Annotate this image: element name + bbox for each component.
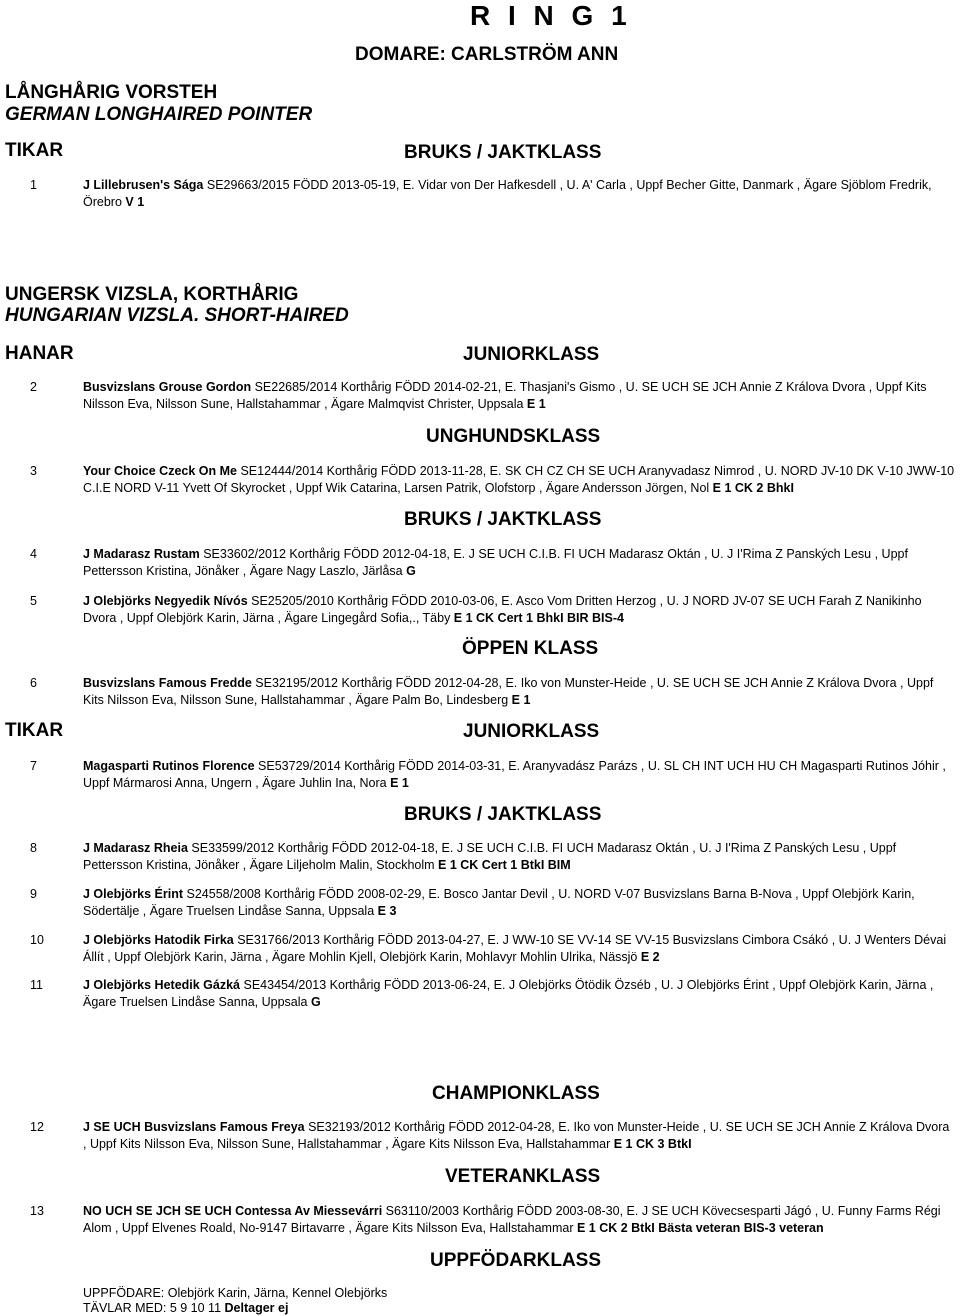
entry-number: 8 xyxy=(30,841,37,855)
dog-result: E 1 CK 2 BtkI Bästa veteran BIS-3 veteran xyxy=(576,1221,824,1235)
dog-result: E 3 xyxy=(377,904,397,918)
dog-result: E 1 xyxy=(526,397,546,411)
entry-number: 5 xyxy=(30,594,37,608)
entry-text xyxy=(83,177,955,211)
dog-result: E 2 xyxy=(640,950,660,964)
competing-label: TÄVLAR MED: 5 9 10 11 xyxy=(83,1301,225,1315)
dog-name: J Lillebrusen's Sága xyxy=(83,178,204,192)
breed-name-sv: LÅNGHÅRIG VORSTEH xyxy=(5,82,218,103)
entry-number: 9 xyxy=(30,887,37,901)
entry-text xyxy=(83,675,955,709)
breeder-line: UPPFÖDARE: Olebjörk Karin, Järna, Kennel Olebjörks xyxy=(83,1286,388,1300)
dog-details: SE32195/2012 Korthårig FÖDD 2012-04-28, E. Iko von Munster-Heide , U. SE UCH SE JCH Annie Z Králova Dvora , Uppf Kits Nilsson Eva, Nilsson Sune, Hallstahammar , Ägare Palm Bo, Lindesberg xyxy=(83,676,934,707)
entry-text xyxy=(83,886,955,920)
ring-title: R I N G 1 xyxy=(470,0,632,31)
dog-result: E 1 CK 3 BtkI xyxy=(613,1137,692,1151)
class-heading-oppen: ÖPPEN KLASS xyxy=(462,638,599,659)
entry-number: 13 xyxy=(30,1204,44,1218)
dog-result: E 1 CK Cert 1 BtkI BIM xyxy=(438,858,571,872)
sex-heading-hanar: HANAR xyxy=(5,343,74,364)
entry-number: 10 xyxy=(30,933,44,947)
entry-number: 1 xyxy=(30,178,37,192)
dog-details: SE32193/2012 Korthårig FÖDD 2012-04-28, E. Iko von Munster-Heide , U. SE UCH SE JCH Annie Z Králova Dvora , Uppf Kits Nilsson Eva, Nilsson Sune, Hallstahammar , Ägare Kits Nilsson Eva, Hallstahammar xyxy=(83,1120,950,1151)
sex-heading-tikar: TIKAR xyxy=(5,140,64,161)
entry-text xyxy=(83,379,955,413)
dog-name: Busvizslans Famous Fredde xyxy=(83,676,252,690)
dog-result: E 1 CK Cert 1 BhkI BIR BIS-4 xyxy=(453,611,624,625)
competing-line xyxy=(83,1301,288,1316)
dog-name: Magasparti Rutinos Florence xyxy=(83,759,255,773)
dog-name: J Madarasz Rustam xyxy=(83,547,200,561)
entry-number: 7 xyxy=(30,759,37,773)
entry-text xyxy=(83,463,955,497)
dog-name: J SE UCH Busvizslans Famous Freya xyxy=(83,1120,305,1134)
entry-number: 11 xyxy=(30,978,43,992)
dog-details: SE33599/2012 Korthårig FÖDD 2012-04-18, E. J SE UCH C.I.B. FI UCH Madarasz Oktán , U. J I'Rima Z Panských Lesu , Uppf Pettersson Kristina, Jönåker , Ägare Liljeholm Malin, Stockholm xyxy=(83,841,897,872)
dog-name: J Olebjörks Hetedik Gázká xyxy=(83,978,241,992)
dog-result: E 1 CK 2 BhkI xyxy=(712,481,794,495)
dog-details: SE25205/2010 Korthårig FÖDD 2010-03-06, E. Asco Vom Dritten Herzog , U. J NORD JV-07 SE UCH Farah Z Nanikinho Dvora , Uppf Olebjörk Karin, Järna , Ägare Lingegård Sofia,., Täby xyxy=(83,594,922,625)
class-heading-veteran: VETERANKLASS xyxy=(445,1166,601,1187)
dog-name: J Olebjörks Érint xyxy=(83,887,184,901)
dog-details: SE22685/2014 Korthårig FÖDD 2014-02-21, E. Thasjani's Gismo , U. SE UCH SE JCH Annie Z Králova Dvora , Uppf Kits Nilsson Eva, Nilsson Sune, Hallstahammar , Ägare Malmqvist Christer, Uppsala xyxy=(83,380,927,411)
entry-text xyxy=(83,1119,955,1153)
dog-details: SE12444/2014 Korthårig FÖDD 2013-11-28, E. SK CH CZ CH SE UCH Aranyvadasz Nimrod , U. NORD JV-10 DK V-10 JWW-10 C.I.E NORD V-11 Yvett Of Skyrocket , Uppf Wik Catarina, Larsen Patrik, Olofstorp , Ägare Andersson Jörgen, Nol xyxy=(83,464,955,495)
class-heading-bruks: BRUKS / JAKTKLASS xyxy=(404,142,602,163)
dog-name: Your Choice Czeck On Me xyxy=(83,464,237,478)
class-heading-unghund: UNGHUNDSKLASS xyxy=(426,426,601,447)
class-heading-junior: JUNIORKLASS xyxy=(463,721,600,742)
entry-text xyxy=(83,758,955,792)
entry-number: 6 xyxy=(30,676,37,690)
class-heading-uppfodar: UPPFÖDARKLASS xyxy=(430,1250,602,1271)
entry-number: 2 xyxy=(30,380,37,394)
dog-name: NO UCH SE JCH SE UCH Contessa Av Miessevárri xyxy=(83,1204,383,1218)
class-heading-junior: JUNIORKLASS xyxy=(463,344,600,365)
dog-details: SE33602/2012 Korthårig FÖDD 2012-04-18, E. J SE UCH C.I.B. FI UCH Madarasz Oktán , U. J I'Rima Z Panských Lesu , Uppf Pettersson Kristina, Jönåker , Ägare Nagy Laszlo, Järlåsa xyxy=(83,547,908,578)
judge-name: DOMARE: CARLSTRÖM ANN xyxy=(355,44,619,65)
dog-result: E 1 xyxy=(390,776,409,790)
entry-text xyxy=(83,593,955,627)
class-heading-bruks: BRUKS / JAKTKLASS xyxy=(404,804,602,825)
dog-name: J Madarasz Rheia xyxy=(83,841,188,855)
sex-heading-tikar: TIKAR xyxy=(5,720,64,741)
entry-text xyxy=(83,840,955,874)
dog-details: SE43454/2013 Korthårig FÖDD 2013-06-24, E. J Olebjörks Ötödik Özséb , U. J Olebjörks Érint , Uppf Olebjörk Karin, Järna , Ägare Truelsen Lindåse Sanna, Uppsala xyxy=(83,978,934,1009)
dog-result: V 1 xyxy=(125,195,145,209)
dog-result: G xyxy=(310,995,321,1009)
dog-details: S63110/2003 Korthårig FÖDD 2003-08-30, E. J SE UCH Kövecsesparti Jágó , U. Funny Farms Régi Alom , Uppf Elvenes Roald, No-9147 Birtavarre , Ägare Kits Nilsson Eva, Hallstahammar xyxy=(83,1204,941,1235)
dog-details: SE31766/2013 Korthårig FÖDD 2013-04-27, E. J WW-10 SE VV-14 SE VV-15 Busvizslans Cimbora Csákó , U. J Wenters Dévai Állít , Uppf Olebjörk Karin, Järna , Ägare Mohlin Kjell, Olebjörk Karin, Mohlavyr Mohlin Ulrika, Nässjö xyxy=(83,933,947,964)
entry-text xyxy=(83,546,955,580)
dog-result: G xyxy=(406,564,416,578)
dog-name: J Olebjörks Hatodik Firka xyxy=(83,933,234,947)
class-heading-bruks: BRUKS / JAKTKLASS xyxy=(404,509,602,530)
entry-text xyxy=(83,977,955,1011)
class-heading-champion: CHAMPIONKLASS xyxy=(432,1083,600,1104)
dog-details: SE29663/2015 FÖDD 2013-05-19, E. Vidar von Der Hafkesdell , U. A' Carla , Uppf Becher Gitte, Danmark , Ägare Sjöblom Fredrik, Örebro xyxy=(83,178,932,209)
entry-number: 4 xyxy=(30,547,37,561)
entry-number: 3 xyxy=(30,464,37,478)
entry-text xyxy=(83,1203,955,1237)
dog-details: SE53729/2014 Korthårig FÖDD 2014-03-31, E. Aranyvadász Parázs , U. SL CH INT UCH HU CH Magasparti Rutinos Jóhir , Uppf Mármarosi Anna, Ungern , Ägare Juhlin Ina, Nora xyxy=(83,759,946,790)
breed-name-en: HUNGARIAN VIZSLA. SHORT-HAIRED xyxy=(5,305,349,326)
dog-name: J Olebjörks Negyedik Nívós xyxy=(83,594,248,608)
dog-name: Busvizslans Grouse Gordon xyxy=(83,380,252,394)
dog-details: S24558/2008 Korthårig FÖDD 2008-02-29, E. Bosco Jantar Devil , U. NORD V-07 Busvizslans Barna B-Nova , Uppf Olebjörk Karin, Södertälje , Ägare Truelsen Lindåse Sanna, Uppsala xyxy=(83,887,915,918)
dog-result: E 1 xyxy=(511,693,531,707)
entry-number: 12 xyxy=(30,1120,44,1134)
competing-result: Deltager ej xyxy=(224,1301,289,1315)
breed-name-sv: UNGERSK VIZSLA, KORTHÅRIG xyxy=(5,284,299,305)
breed-name-en: GERMAN LONGHAIRED POINTER xyxy=(5,104,313,125)
entry-text xyxy=(83,932,955,966)
